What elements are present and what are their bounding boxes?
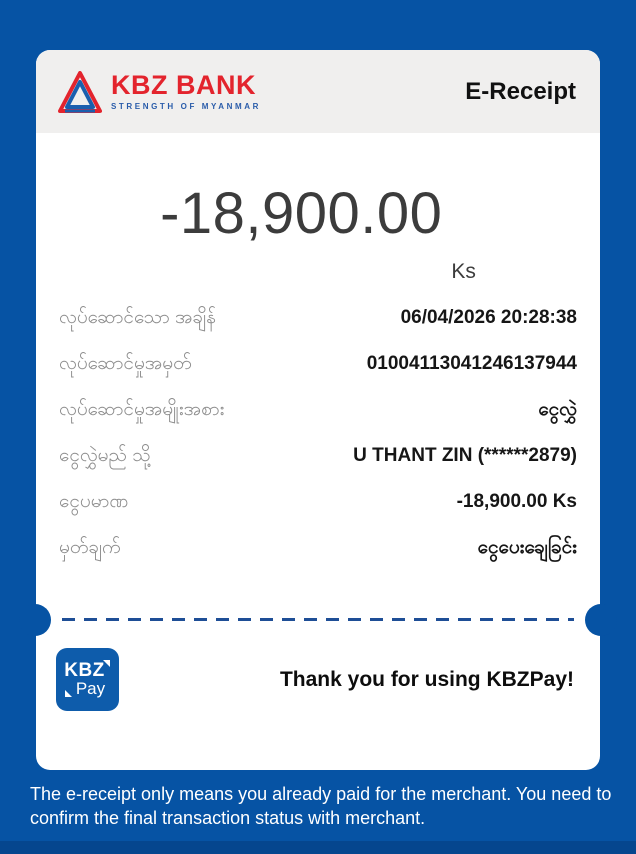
detail-label: ငွေပမာဏ bbox=[59, 491, 129, 512]
kbz-bank-logo bbox=[58, 71, 261, 113]
detail-value: U THANT ZIN (******2879) bbox=[353, 445, 577, 466]
kbzpay-logo-text-pay: Pay bbox=[75, 678, 106, 698]
detail-row-note bbox=[59, 535, 577, 581]
notch-left bbox=[19, 604, 51, 636]
detail-value: -18,900.00 Ks bbox=[456, 491, 577, 512]
e-receipt-card bbox=[36, 50, 600, 770]
detail-row-amount bbox=[59, 489, 577, 535]
detail-row-transaction-type bbox=[59, 397, 577, 443]
detail-row-time bbox=[59, 305, 577, 351]
brand-name: KBZ BANK bbox=[111, 70, 256, 100]
detail-label: မှတ်ချက် bbox=[59, 537, 121, 558]
detail-label: လုပ်ဆောင်မှုအမျိုးအစား bbox=[59, 399, 225, 420]
transaction-details bbox=[36, 305, 600, 581]
detail-value: ငွေပေးချေခြင်း bbox=[477, 537, 577, 558]
dashed-line bbox=[62, 618, 574, 621]
kbzpay-arrow-bottom-left-icon bbox=[65, 690, 72, 697]
thank-you-message: Thank you for using KBZPay! bbox=[279, 667, 574, 691]
detail-label: ငွေလွှဲမည် သို့ bbox=[59, 445, 151, 466]
detail-label: လုပ်ဆောင်မှုအမှတ် bbox=[59, 353, 192, 374]
detail-value: ငွေလွှဲ bbox=[538, 399, 577, 420]
detail-row-transfer-to bbox=[59, 443, 577, 489]
page-title: E-Receipt bbox=[465, 77, 576, 105]
detail-label: လုပ်ဆောင်သော အချိန် bbox=[59, 307, 216, 328]
receipt-header bbox=[36, 50, 600, 133]
detail-value: 06/04/2026 20:28:38 bbox=[400, 307, 577, 328]
disclaimer-text: The e-receipt only means you already paid for the merchant. You need to confirm the final transaction status with merchant. bbox=[30, 784, 612, 829]
kbzpay-logo-icon bbox=[56, 648, 119, 711]
amount-value: -18,900.00 bbox=[160, 180, 443, 246]
notch-right bbox=[585, 604, 617, 636]
kbzpay-logo-text-kbz: KBZ bbox=[64, 659, 105, 681]
detail-row-transaction-number bbox=[59, 351, 577, 397]
bottom-navigation-bar bbox=[0, 841, 636, 854]
amount-currency: Ks bbox=[451, 260, 476, 283]
kbz-triangle-icon bbox=[58, 71, 102, 113]
brand-tagline: STRENGTH OF MYANMAR bbox=[111, 102, 261, 111]
detail-value: 01004113041246137944 bbox=[366, 353, 577, 374]
amount-display bbox=[36, 133, 600, 293]
kbzpay-arrow-top-right-icon bbox=[103, 660, 110, 667]
receipt-footer bbox=[36, 648, 600, 711]
